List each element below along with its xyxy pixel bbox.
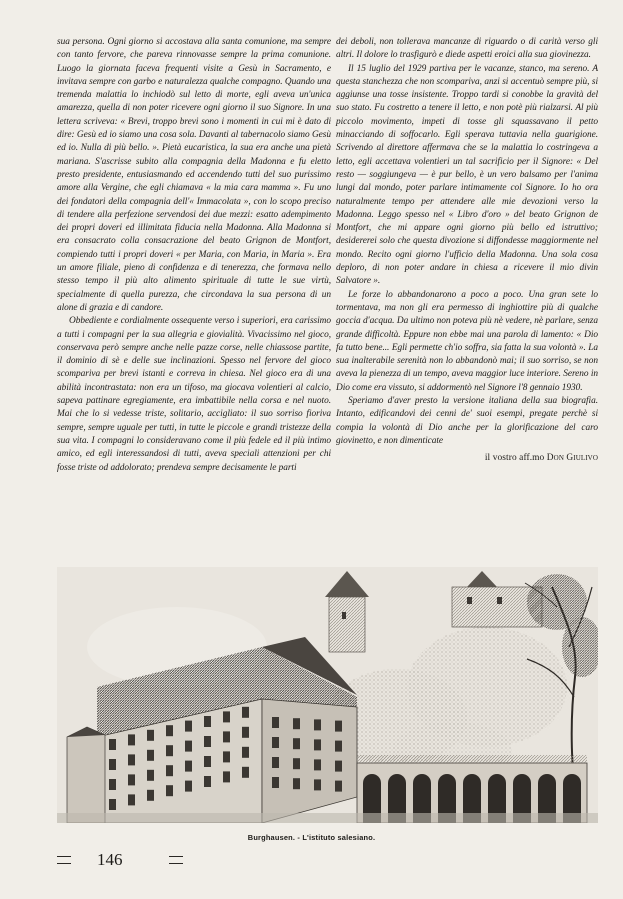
figure-caption: Burghausen. - L'istituto salesiano. [247, 833, 376, 842]
window [223, 711, 230, 722]
window [204, 716, 211, 727]
signature-name: Don Giulivo [546, 453, 598, 464]
footer-rule-left [57, 856, 71, 864]
window [128, 794, 135, 805]
foreground-ground [57, 813, 598, 823]
window [293, 718, 300, 729]
page-footer [57, 850, 257, 878]
window [166, 785, 173, 796]
window [293, 738, 300, 749]
left-column-text [57, 36, 331, 475]
window [293, 778, 300, 789]
window [242, 767, 249, 778]
paragraph: Speriamo d'aver presto la versione italiana della sua biografia. Intanto, edificandovi dei cenni de' suoi esempi, pregate perchè si compia la volontà di Dio anche per la glorificazione del caro giovinetto, e non dimenticate [336, 396, 598, 446]
signature [336, 452, 598, 465]
window [314, 759, 321, 770]
paragraph: Il 15 luglio del 1929 partiva per le vacanze, stanco, ma sereno. A questa stanchezza che non scompariva, anzi si accentuò sempre più, si aggiunse una tosse insistente. Troppo tardi si conobbe la gravità del suo stato. Fu costretto a tenere il letto, e non potè più rialzarsi. Al più piccolo movimento, impeti di tosse gli squassavano il petto minacciando di soffocarlo. Egli sperava tuttavia nella guarigione. Scrivendo al direttore affermava che se la malattia lo costringeva a letto, egli accettava volentieri un tal sacrificio per il Signore: « Del resto — soggiungeva — è pur bello, è un vero balsamo per l'anima lungi dal mondo, poter parlare intimamente col Signore. Io ho ora naturalmente tempo per attendere alle mie devozioni verso la Madonna. Leggo spesso nel « Libro d'oro » del beato Grignon de Montfort, che mi appare ogni giorno più bello ed istruttivo; desidererei solo che questa divozione si diffondesse maggiormente nel mondo. Recito ogni giorno l'ufficio della Madonna. Una sola cosa deploro, di non poter andare in chiesa a ricevere il mio divin Salvatore ». [336, 63, 598, 287]
window [223, 731, 230, 742]
window [272, 717, 279, 728]
window [204, 776, 211, 787]
illustration-burghausen [57, 567, 598, 823]
window [272, 737, 279, 748]
right-column-paragraphs [336, 36, 598, 448]
window [128, 734, 135, 745]
window [204, 756, 211, 767]
window [335, 761, 342, 772]
window [185, 761, 192, 772]
window [272, 777, 279, 788]
window [166, 745, 173, 756]
window [335, 781, 342, 792]
window [147, 790, 154, 801]
window [109, 779, 116, 790]
paragraph: Obbediente e cordialmente ossequente verso i superiori, era carissimo a tutti i compagni per la sua allegria e giovialità. Vivacissimo nel gioco, conservava però sempre anche nelle pazze corse, nelle chiassose partite, il dominio di sè e delle sue inclinazioni. Spesso nel fervore del gioco scompariva per brevi istanti e correva in chiesa. Nel gioco era di una abilità incontrastata: non era un tifoso, ma giocava volentieri al calcio, sapeva pattinare egregiamente, era imbattibile nella corsa e nel nuoto. Mai che lo si vedesse triste, solitario, accigliato: il suo sorriso fioriva sempre, sempre uguale per tutti, in tutte le piccole e grandi tristezze della sua vita. I compagni lo consideravano come il più fedele ed il più intimo amico, ed egli interessandosi di tutti, aveva speciali attenzioni per chi fosse triste od addolorato; prendeva sempre decisamente le parti [57, 316, 331, 473]
window [314, 739, 321, 750]
window [128, 754, 135, 765]
side-wing-left [67, 727, 105, 823]
paragraph: dei deboli, non tollerava mancanze di riguardo o di carità verso gli altri. Il dolore lo trasfigurò e diede aspetti eroici alla sua giovinezza. [336, 37, 598, 61]
window [147, 770, 154, 781]
paragraph: Le forze lo abbandonarono a poco a poco. Una gran sete lo tormentava, ma non gli era permesso di inghiottire più di qualche goccia d'acqua. Da ultimo non poteva più nè vedere, nè parlare, senza grande difficoltà. Eppure non ebbe mai una parola di lamento: « Dio fa tutto bene... Egli permette ch'io soffra, sia fatta la sua volontà ». La sua inalterabile serenità non lo abbandonò mai; il suo sorriso, se non aveva la pienezza di un tempo, aveva maggior luce interiore. Sereno in Dio come era vissuto, si addormentò nel Signore l'8 gennaio 1930. [336, 289, 598, 393]
window [185, 781, 192, 792]
window [128, 774, 135, 785]
paragraph: sua persona. Ogni giorno si accostava alla santa comunione, ma sempre con tanto fervore, che pareva rinnovasse sempre la prima comunione. Luogo la giornata faceva frequenti visite a Gesù in Sacramento, e invitava sempre con garbo e naturalezza qualche compagno. Quando una tremenda malattia lo inchiodò sul letto di morte, egli aveva un'unica amarezza, quella di non poter ricevere ogni giorno il suo Signore. In una lettera scriveva: « Brevi, troppo brevi sono i momenti in cui mi è dato di dire: Gesù ed io siamo una cosa sola. Davanti al tabernacolo siamo Gesù ed io. Nulla di più bello. ». Pietà eucaristica, la sua era anche una pietà mariana. S'ascrisse subito alla compagnia della Madonna e fu eletto presto presidente, entusiasmando ed accendendo tutti del suo purissimo amore alla Vergine, che egli chiamava « la mia cara mamma ». Fu uno dei fondatori della compagnia dell'« Immacolata », con lo scopo preciso di tendere alla perfezione servendosi dei due mezzi: esatto adempimento dei propri doveri ed illimitata fiducia nella Madonna. Alla Madonna si era consacrato colla consacrazione del beato Grignon de Montfort, compiendo tutti i propri doveri « per Maria, con Maria, in Maria ». Era un amore filiale, pieno di confidenza e di tenerezza, che formava nello stesso tempo il più alto alimento spirituale di tutte le sue virtù, specialmente di quella purezza, che circondava la sua persona di un alone di grazia e di candore. [57, 37, 331, 313]
window [335, 721, 342, 732]
window [147, 730, 154, 741]
window [147, 750, 154, 761]
window [293, 758, 300, 769]
window [109, 799, 116, 810]
signature-prefix: il vostro aff.mo [484, 453, 545, 464]
window [335, 741, 342, 752]
footer-rule-right [169, 856, 183, 864]
window [242, 707, 249, 718]
window [272, 757, 279, 768]
window [109, 759, 116, 770]
window [242, 727, 249, 738]
window [185, 741, 192, 752]
window [204, 736, 211, 747]
window [109, 739, 116, 750]
page-number: 146 [97, 850, 123, 869]
window [166, 725, 173, 736]
window [314, 719, 321, 730]
window [185, 721, 192, 732]
right-column-text [336, 36, 598, 466]
window [314, 779, 321, 790]
window [166, 765, 173, 776]
window [242, 747, 249, 758]
window [223, 751, 230, 762]
window [223, 771, 230, 782]
